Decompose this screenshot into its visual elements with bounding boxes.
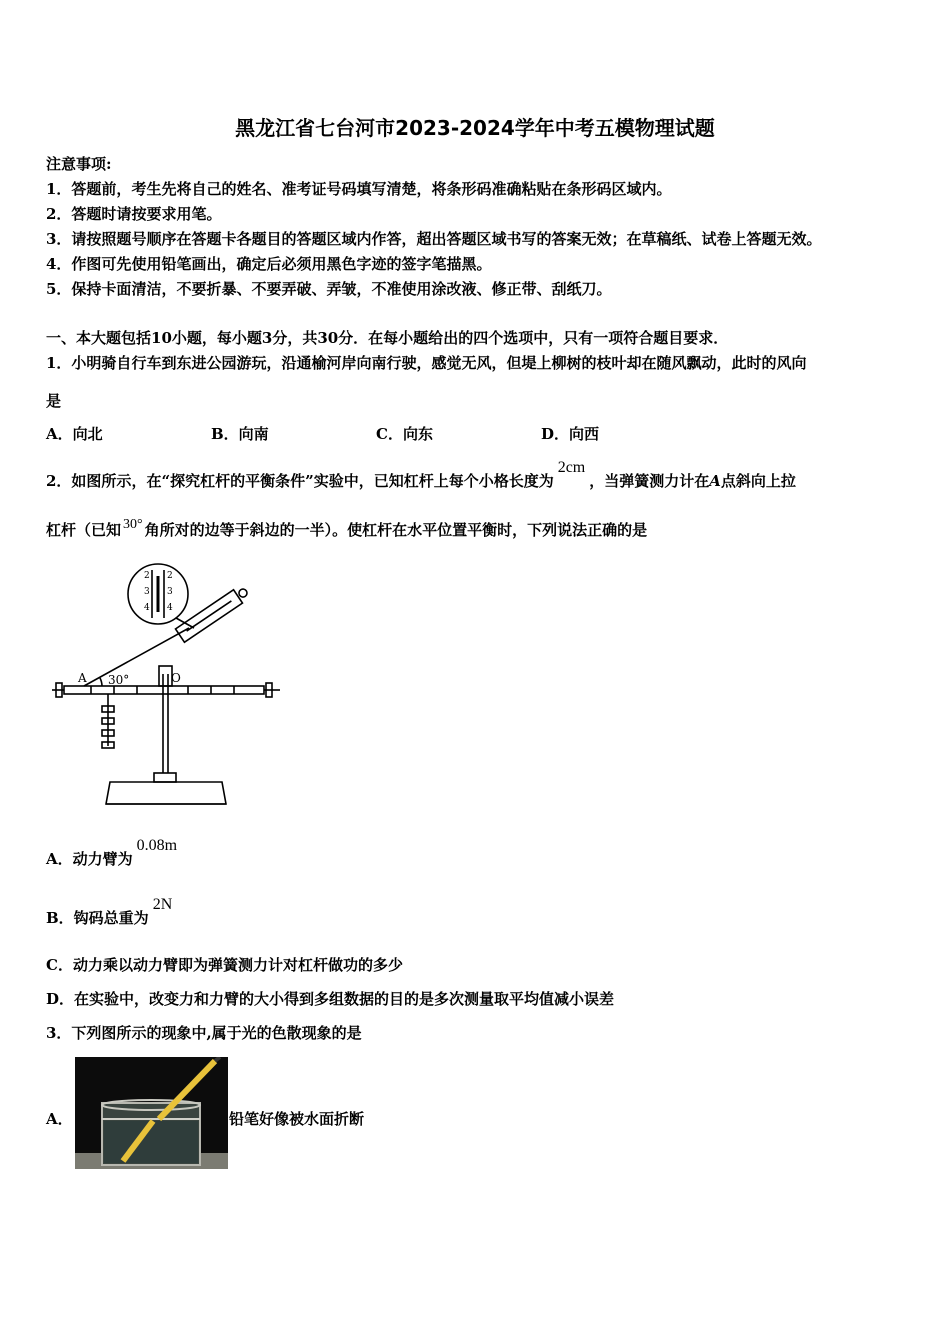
q2-length: 2cm	[557, 459, 586, 476]
q2-option-d: D．在实验中，改变力和力臂的大小得到多组数据的目的是多次测量取平均值减小误差	[46, 990, 615, 1008]
scale-tick: 3	[144, 587, 150, 597]
q2-text-part: 点斜向上拉	[720, 472, 796, 490]
stand-base	[106, 782, 226, 804]
q1-option-c: C．向东	[376, 425, 433, 443]
q2-text-cont	[46, 519, 647, 540]
scale-tick: 4	[144, 603, 150, 613]
label-angle: 30°	[108, 673, 130, 687]
q1-text: 1．小明骑自行车到东进公园游玩，沿通榆河岸向南行驶，感觉无风，但堤上柳树的枝叶却在随风飘动，此时的风向	[46, 354, 807, 372]
q2-angle: 30°	[123, 517, 143, 532]
scale-tick: 4	[167, 603, 173, 613]
q2-option-b-value: 2N	[152, 896, 173, 913]
q1-text-cont: 是	[46, 392, 62, 410]
notice-item: 3．请按照题号顺序在答题卡各题目的答题区域内作答，超出答题区域书写的答案无效；在草稿纸、试卷上答题无效。	[46, 230, 822, 248]
stand-foot	[154, 773, 176, 782]
notice-item: 4．作图可先使用铅笔画出，确定后必须用黑色字迹的签字笔描黑。	[46, 255, 492, 273]
q2-text-part: ，当弹簧测力计在	[589, 472, 710, 490]
q2-text-part: 角所对的边等于斜边的一半）。使杠杆在水平位置平衡时，下列说法正确的是	[144, 521, 648, 539]
q2-text-part: 2．如图所示，在“探究杠杆的平衡条件”实验中，已知杠杆上每个小格长度为	[46, 472, 554, 490]
q2-text	[46, 459, 796, 491]
notice-item: 2．答题时请按要求用笔。	[46, 205, 222, 223]
pencil-in-water-photo	[75, 1057, 228, 1169]
q2-option-b	[46, 896, 176, 928]
page-title: 黑龙江省七台河市2023-2024学年中考五模物理试题	[235, 116, 715, 140]
q3-option-a-label: A．	[46, 1110, 73, 1128]
q2-option-a-value: 0.08m	[136, 837, 178, 854]
scale-tick: 2	[167, 571, 173, 581]
scale-tick: 3	[167, 587, 173, 597]
notice-item: 1．答题前，考生先将自己的姓名、准考证号码填写清楚，将条形码准确粘贴在条形码区域内。	[46, 180, 672, 198]
q1-option-d: D．向西	[541, 425, 600, 443]
lever-diagram	[44, 556, 290, 808]
section-heading: 一、本大题包括10小题，每小题3分，共30分．在每小题给出的四个选项中，只有一项符合题目要求．	[46, 329, 729, 347]
notice-heading: 注意事项:	[46, 155, 112, 173]
q3-text: 3．下列图所示的现象中,属于光的色散现象的是	[46, 1024, 362, 1042]
q1-option-a: A．向北	[46, 425, 103, 443]
q2-point-a: A	[709, 472, 721, 490]
q2-option-c: C．动力乘以动力臂即为弹簧测力计对杠杆做功的多少	[46, 956, 403, 974]
scale-tick: 2	[144, 571, 150, 581]
q3-option-a-text: 铅笔好像被水面折断	[229, 1110, 365, 1128]
label-pivot-o: O	[171, 671, 181, 685]
q1-option-b: B．向南	[211, 425, 269, 443]
q2-option-a	[46, 837, 181, 869]
q2-option-b-text: B．钩码总重为	[46, 909, 149, 927]
notice-item: 5．保持卡面清洁，不要折暴、不要弄破、弄皱，不准使用涂改液、修正带、刮纸刀。	[46, 280, 612, 298]
q2-text-part: 杠杆（已知	[46, 521, 122, 539]
label-point-a: A	[78, 671, 87, 685]
q2-option-a-text: A．动力臂为	[46, 850, 133, 868]
